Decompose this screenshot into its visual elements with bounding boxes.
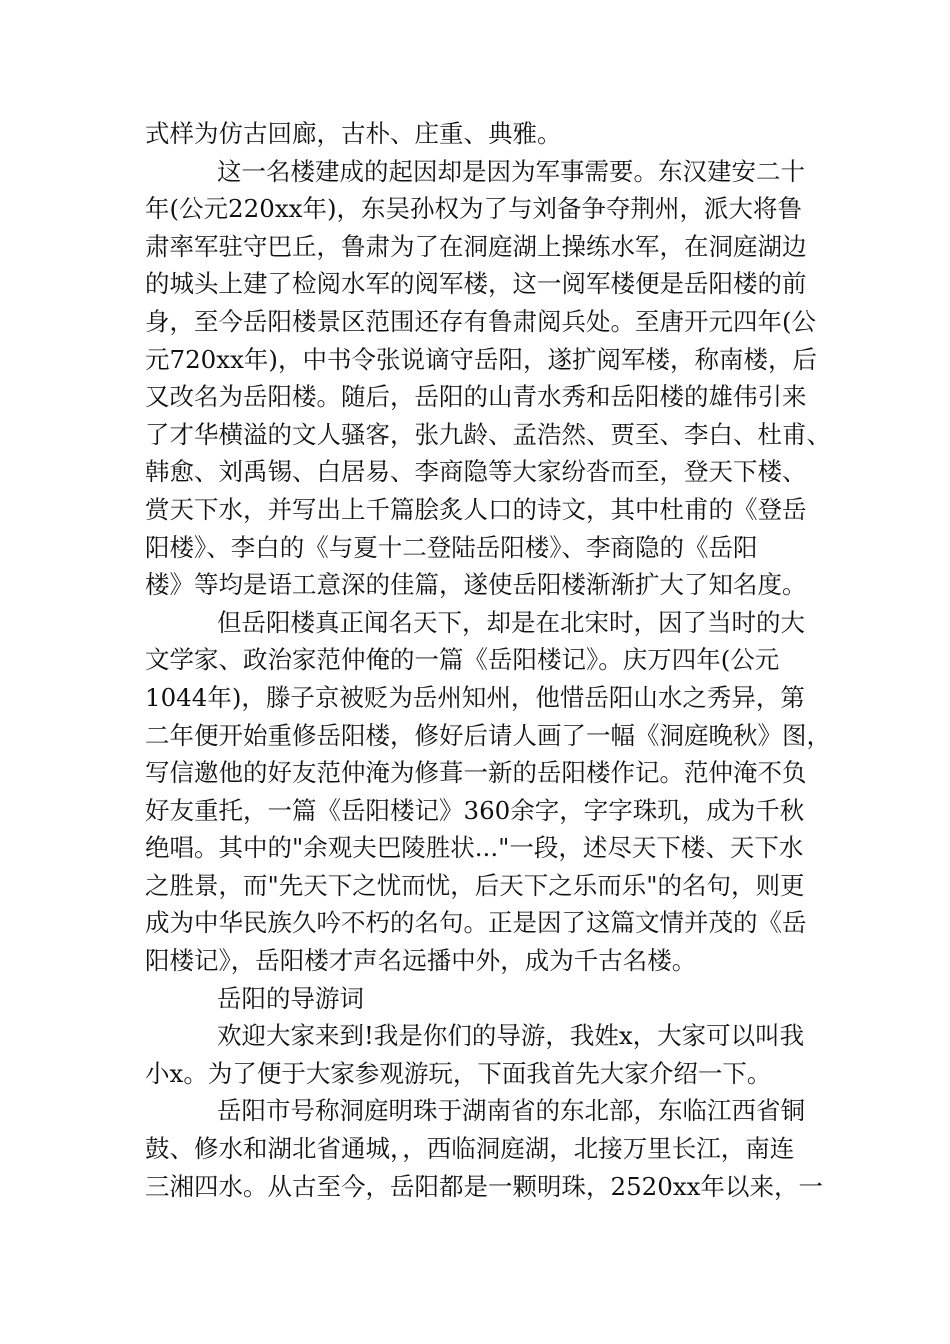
text-line: 的城头上建了检阅水军的阅军楼，这一阅军楼便是岳阳楼的前: [145, 269, 807, 299]
text-line: 写信邀他的好友范仲淹为修葺一新的岳阳楼作记。范仲淹不负: [145, 758, 807, 788]
text-line: 元720xx年)，中书令张说谪守岳阳，遂扩阅军楼，称南楼，后: [145, 344, 817, 374]
section-heading: 岳阳的导游词: [217, 983, 364, 1013]
text-line: 文学家、政治家范仲俺的一篇《岳阳楼记》。庆万四年(公元: [145, 645, 780, 675]
text-line: 好友重托，一篇《岳阳楼记》360余字，字字珠玑，成为千秋: [145, 795, 805, 825]
text-line: 成为中华民族久吟不朽的名句。正是因了这篇文情并茂的《岳: [145, 908, 807, 938]
text-line: 肃率军驻守巴丘，鲁肃为了在洞庭湖上操练水军，在洞庭湖边: [145, 231, 807, 261]
text-line: 三湘四水。从古至今，岳阳都是一颗明珠，2520xx年以来，一: [145, 1171, 823, 1201]
text-line-paragraph-end: 式样为仿古回廊，古朴、庄重、典雅。: [145, 119, 562, 148]
text-line: 鼓、修水和湖北省通城，，西临洞庭湖，北接万里长江，南连: [145, 1134, 795, 1164]
text-line: 韩愈、刘禹锡、白居易、李商隐等大家纷沓而至，登天下楼、: [145, 457, 807, 487]
text-line-paragraph-end: 小x。为了便于大家参观游玩，下面我首先大家介绍一下。: [145, 1058, 772, 1088]
text-line-paragraph-start: 但岳阳楼真正闻名天下，却是在北宋时，因了当时的大: [217, 607, 805, 637]
text-line-paragraph-start: 这一名楼建成的起因却是因为军事需要。东汉建安二十: [217, 156, 805, 186]
text-line: 身，至今岳阳楼景区范围还存有鲁肃阅兵处。至唐开元四年(公: [145, 306, 817, 336]
text-line: 阳楼》、李白的《与夏十二登陆岳阳楼》、李商隐的《岳阳: [145, 532, 758, 562]
text-line: 又改名为岳阳楼。随后，岳阳的山青水秀和岳阳楼的雄伟引来: [145, 382, 807, 412]
text-line-paragraph-start: 岳阳市号称洞庭明珠于湖南省的东北部，东临江西省铜: [217, 1096, 805, 1126]
text-line-paragraph-start: 欢迎大家来到!我是你们的导游，我姓x，大家可以叫我: [217, 1021, 805, 1051]
text-line: 赏天下水，并写出上千篇脍炙人口的诗文，其中杜甫的《登岳: [145, 494, 807, 524]
text-line: 年(公元220xx年)，东吴孙权为了与刘备争夺荆州，派大将鲁: [145, 194, 803, 224]
text-line: 之胜景，而"先天下之忧而忧，后天下之乐而乐"的名句，则更: [145, 870, 805, 900]
text-line: 二年便开始重修岳阳楼，修好后请人画了一幅《洞庭晚秋》图，: [145, 720, 831, 750]
text-line: 了才华横溢的文人骚客，张九龄、孟浩然、贾至、李白、杜甫、: [145, 419, 831, 449]
text-line-paragraph-end: 楼》等均是语工意深的佳篇，遂使岳阳楼渐渐扩大了知名度。: [145, 570, 807, 600]
document-body: [145, 115, 831, 1205]
text-line: 1044年)，滕子京被贬为岳州知州，他惜岳阳山水之秀异，第: [145, 682, 805, 712]
text-line-paragraph-end: 阳楼记》，岳阳楼才声名远播中外，成为千古名楼。: [145, 946, 697, 976]
text-line: 绝唱。其中的"余观夫巴陵胜状..."一段，述尽天下楼、天下水: [145, 833, 804, 863]
